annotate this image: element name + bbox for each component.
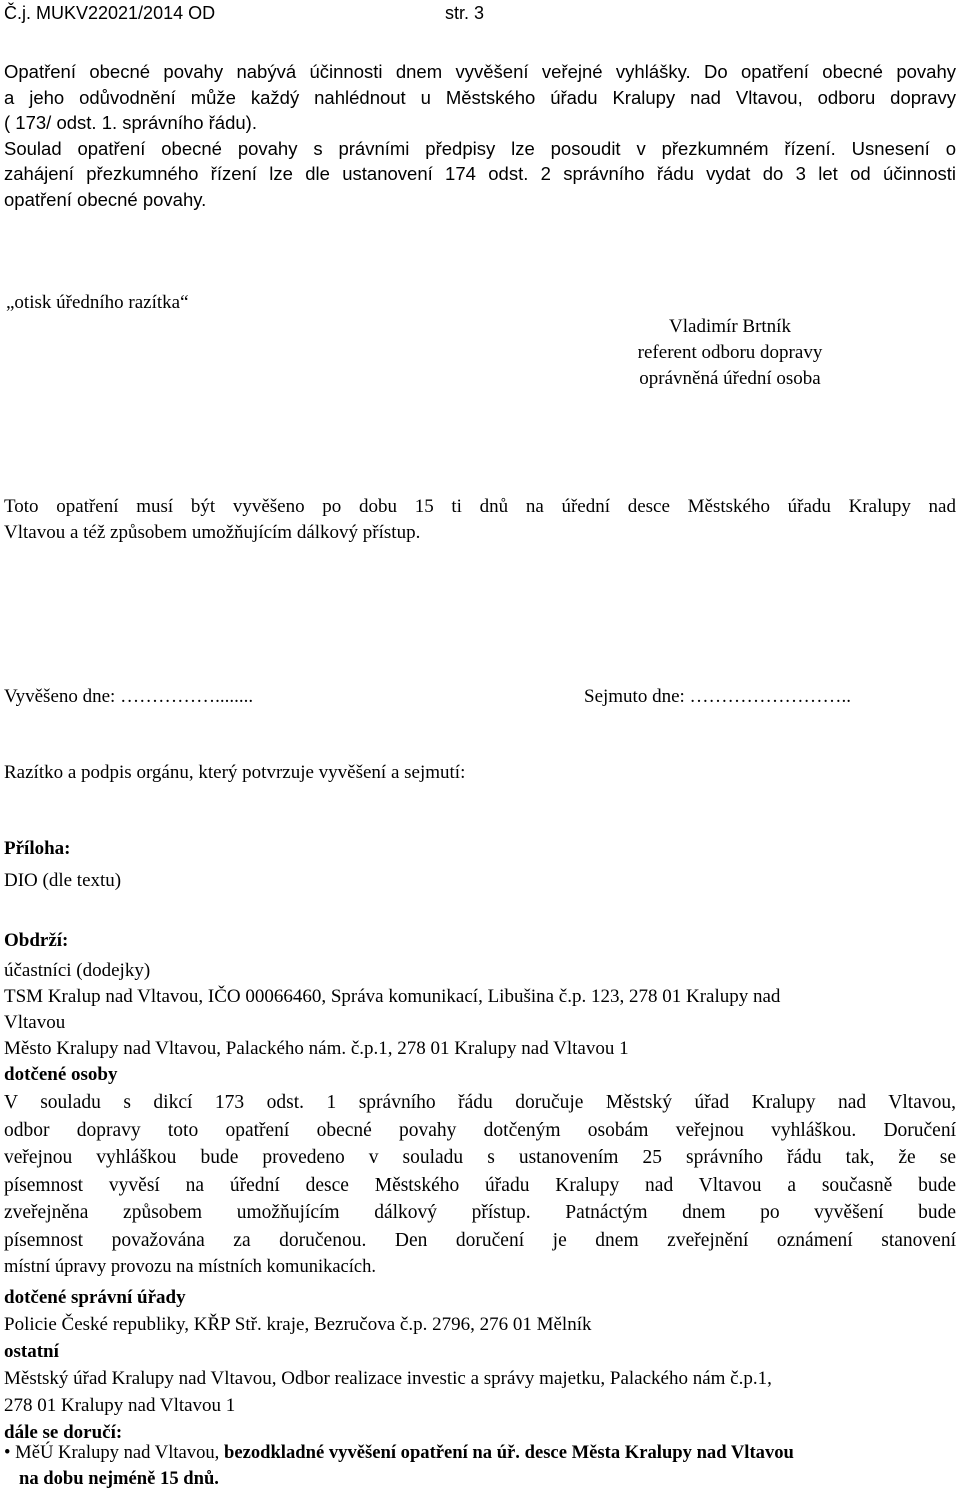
affected-line-5: zveřejněna způsobem umožňujícím dálkový přístup. Patnáctým dnem po vyvěšení bude <box>4 1202 956 1223</box>
other-heading: ostatní <box>4 1341 59 1362</box>
police-address: Policie České republiky, KŘP Stř. kraje, Bezručova č.p. 2796, 276 01 Mělník <box>4 1314 592 1335</box>
signatory-block <box>610 314 850 392</box>
bullet-bold-text-2: na dobu nejméně 15 dnů. <box>19 1468 219 1489</box>
affected-line-6: písemnost považována za doručenou. Den doručení je dnem zveřejnění oznámení stanovení <box>4 1229 956 1251</box>
intro-line-4: Soulad opatření obecné povahy s právními předpisy lze posoudit v přezkumném řízení. Usnesení o <box>4 137 956 159</box>
intro-line-3: ( 173/ odst. 1. správního řádu). <box>4 112 257 133</box>
tsm-address-line-2: Vltavou <box>4 1012 66 1033</box>
posting-paragraph <box>4 494 956 546</box>
recipients-block <box>4 958 956 1088</box>
confirmation-line: Razítko a podpis orgánu, který potvrzuje vyvěšení a sejmutí: <box>4 762 466 783</box>
attachment-item: DIO (dle textu) <box>4 870 122 891</box>
posted-date: Vyvěšeno dne: ……………........ <box>4 686 254 707</box>
removed-date: Sejmuto dne: …………………….. <box>584 686 852 707</box>
document-reference: Č.j. MUKV22021/2014 OD <box>4 3 216 23</box>
participants-label: účastníci (dodejky) <box>4 960 151 981</box>
affected-line-1: V souladu s dikcí 173 odst. 1 správního řádu doručuje Městský úřad Kralupy nad Vltavou, <box>4 1092 956 1113</box>
intro-paragraph <box>4 59 956 212</box>
tsm-address-line-1: TSM Kralup nad Vltavou, IČO 00066460, Správa komunikací, Libušina č.p. 123, 278 01 Kralupy nad <box>4 986 781 1007</box>
affected-persons-heading: dotčené osoby <box>4 1064 118 1085</box>
affected-line-4: písemnost vyvěsí na úřední desce Městského úřadu Kralupy nad Vltavou a současně bude <box>4 1174 956 1196</box>
affected-line-7: místní úpravy provozu na místních komunikacích. <box>4 1257 376 1277</box>
signatory-role: referent odboru dopravy <box>637 342 823 363</box>
intro-line-2: a jeho odůvodnění může každý nahlédnout u Městského úřadu Kralupy nad Vltavou, odboru dopravy <box>4 86 956 108</box>
intro-line-5: zahájení přezkumného řízení lze dle ustanovení 174 odst. 2 správního řádu vydat do 3 let od účinnosti <box>4 163 956 184</box>
posting-line-1: Toto opatření musí být vyvěšeno po dobu 15 ti dnů na úřední desce Městského úřadu Kralupy nad <box>4 496 956 517</box>
also-delivered-heading: dále se doručí: <box>4 1422 123 1443</box>
office-address-line-1: Městský úřad Kralupy nad Vltavou, Odbor realizace investic a správy majetku, Palackého nám č.p.1, <box>4 1368 772 1389</box>
intro-line-6: opatření obecné povahy. <box>4 188 207 210</box>
affected-persons-paragraph <box>4 1089 956 1282</box>
signatory-name: Vladimír Brtník <box>669 316 791 337</box>
bullet-plain-text: MěÚ Kralupy nad Vltavou, <box>15 1442 224 1463</box>
authorities-heading: dotčené správní úřady <box>4 1287 186 1308</box>
stamp-placeholder: „otisk úředního razítka“ <box>6 292 189 313</box>
posting-line-2: Vltavou a též způsobem umožňujícím dálkový přístup. <box>4 522 421 543</box>
office-address-line-2: 278 01 Kralupy nad Vltavou 1 <box>4 1395 236 1416</box>
attachment-heading: Příloha: <box>4 838 71 859</box>
affected-line-3: veřejnou vyhláškou bude provedeno v souladu s ustanovením 25 správního řádu tak, že se <box>4 1147 956 1168</box>
intro-line-1: Opatření obecné povahy nabývá účinnosti dnem vyvěšení veřejné vyhlášky. Do opatření obecné povahy <box>4 61 956 82</box>
authorities-block <box>4 1284 956 1446</box>
affected-line-2: odbor dopravy toto opatření obecné povahy dotčeným osobám veřejnou vyhláškou. Doručení <box>4 1119 956 1141</box>
bullet-item <box>4 1440 960 1492</box>
signatory-authority: oprávněná úřední osoba <box>639 368 821 389</box>
bullet-icon: • <box>4 1442 11 1463</box>
city-address: Město Kralupy nad Vltavou, Palackého nám. č.p.1, 278 01 Kralupy nad Vltavou 1 <box>4 1038 629 1059</box>
page-number: str. 3 <box>445 3 485 23</box>
bullet-bold-text-1: bezodkladné vyvěšení opatření na úř. desce Města Kralupy nad Vltavou <box>223 1442 794 1463</box>
recipients-heading: Obdrží: <box>4 930 69 951</box>
